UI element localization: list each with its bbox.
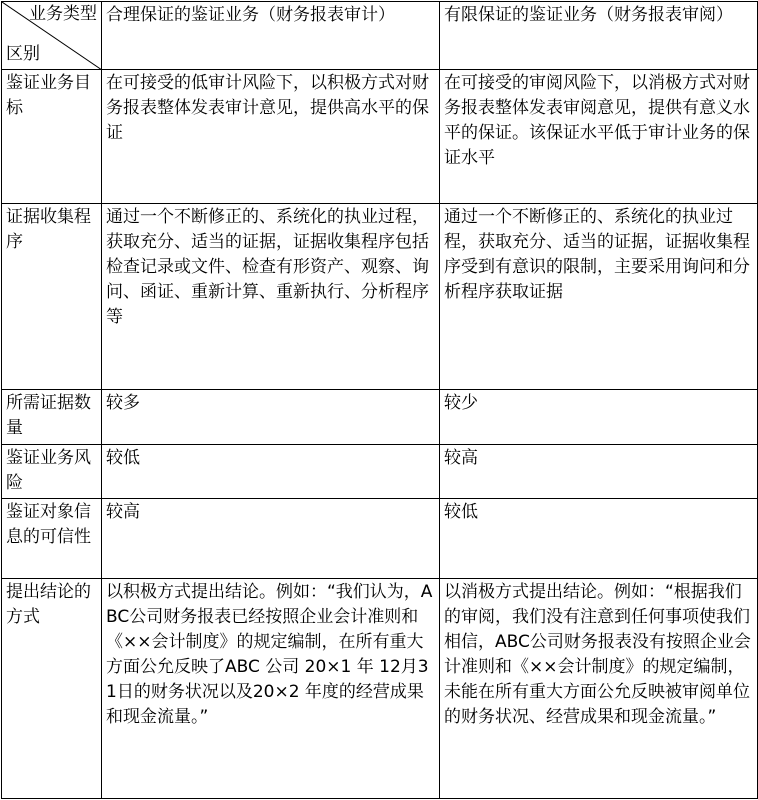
row-label: 鉴证业务风险: [2, 445, 102, 499]
table-row: [2, 445, 758, 499]
table-row: [2, 204, 758, 390]
limited-cell: 以消极方式提出结论。例如：“根据我们的审阅，我们没有注意到任何事项使我们相信，ABC公司财务报表没有按照企业会计准则和《××会计制度》的规定编制，未能在所有重大方面公允反映被审阅单位的财务状况、经营成果和现金流量。”: [440, 579, 758, 799]
table-row: [2, 390, 758, 445]
row-label: 所需证据数量: [2, 390, 102, 445]
reasonable-cell: 以积极方式提出结论。例如：“我们认为，ABC公司财务报表已经按照企业会计准则和《××会计制度》的规定编制，在所有重大方面公允反映了ABC 公司 20×1 年 12月31日的财务状况以及20×2 年度的经营成果和现金流量。”: [102, 579, 440, 799]
limited-cell: 在可接受的审阅风险下，以消极方式对财务报表整体发表审阅意见，提供有意义水平的保证。该保证水平低于审计业务的保证水平: [440, 70, 758, 204]
limited-cell: 较低: [440, 499, 758, 579]
row-label: 证据收集程序: [2, 204, 102, 390]
reasonable-cell: 通过一个不断修正的、系统化的执业过程，获取充分、适当的证据，证据收集程序包括检查记录或文件、检查有形资产、观察、询问、函证、重新计算、重新执行、分析程序等: [102, 204, 440, 390]
reasonable-cell: 在可接受的低审计风险下，以积极方式对财务报表整体发表审计意见，提供高水平的保证: [102, 70, 440, 204]
header-row: [2, 2, 758, 70]
header-corner-cell: [2, 2, 102, 70]
table-row: [2, 579, 758, 799]
reasonable-cell: 较多: [102, 390, 440, 445]
header-reasonable-assurance: 合理保证的鉴证业务（财务报表审计）: [102, 2, 440, 70]
limited-cell: 通过一个不断修正的、系统化的执业过程，获取充分、适当的证据，证据收集程序受到有意识的限制，主要采用询问和分析程序获取证据: [440, 204, 758, 390]
limited-cell: 较高: [440, 445, 758, 499]
row-label: 鉴证对象信息的可信性: [2, 499, 102, 579]
reasonable-cell: 较高: [102, 499, 440, 579]
row-label: 鉴证业务目标: [2, 70, 102, 204]
table-row: [2, 70, 758, 204]
header-difference-label: 区别: [6, 44, 40, 64]
table-row: [2, 499, 758, 579]
reasonable-cell: 较低: [102, 445, 440, 499]
limited-cell: 较少: [440, 390, 758, 445]
row-label: 提出结论的方式: [2, 579, 102, 799]
header-business-type-label: 业务类型: [29, 4, 97, 24]
header-limited-assurance: 有限保证的鉴证业务（财务报表审阅）: [440, 2, 758, 70]
comparison-table: [1, 1, 758, 799]
